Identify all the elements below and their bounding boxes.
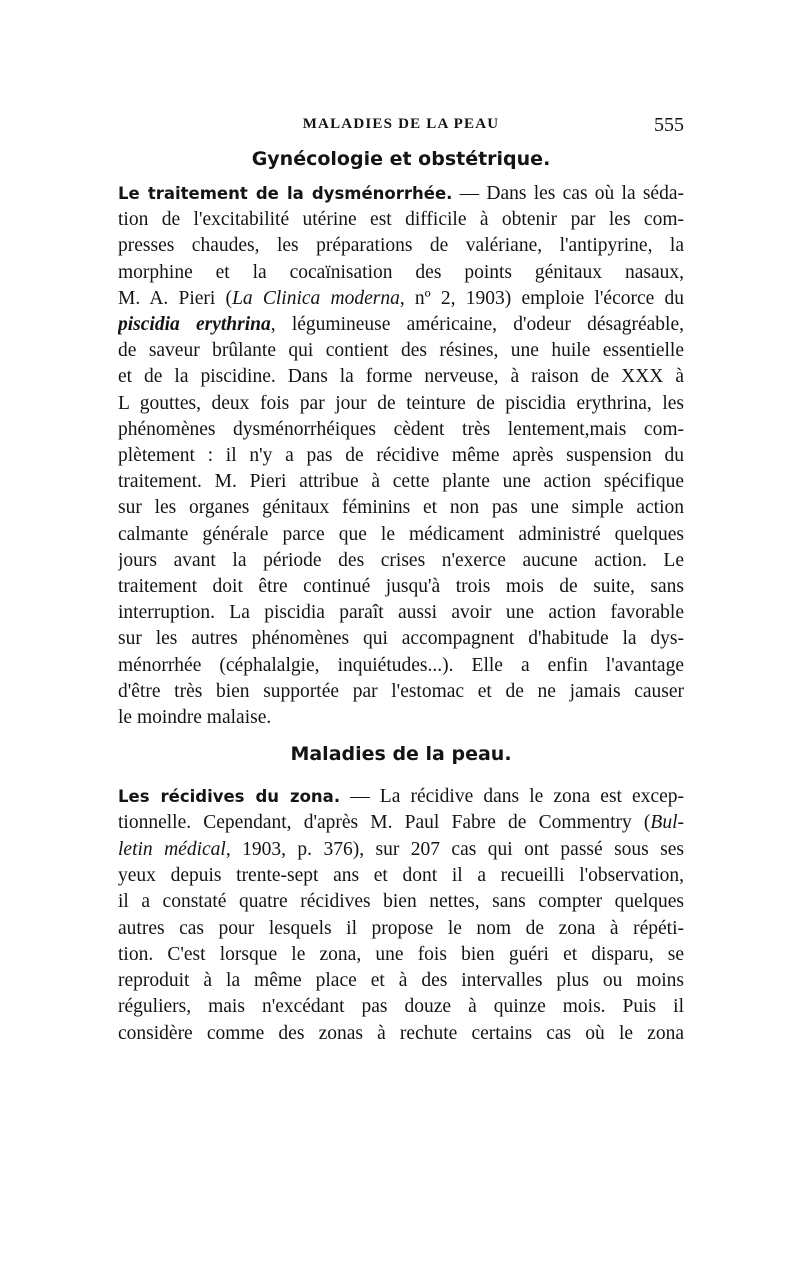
text-line (118, 576, 684, 602)
body-text: L gouttes, deux fois par jour de teinture de piscidia erythrina, les (118, 392, 684, 414)
text-line (118, 366, 684, 392)
text-line (118, 471, 684, 497)
text-line (118, 970, 684, 996)
text-line (118, 786, 684, 812)
body-text: il a constaté quatre récidives bien nettes, sans compter quelques (118, 891, 684, 913)
text-line (118, 655, 684, 681)
body-text: autres cas pour lesquels il propose le nom de zona à répéti- (118, 917, 684, 939)
body-text: yeux depuis trente-sept ans et dont il a recueilli l'observation, (118, 864, 684, 886)
paragraph-lead-title: Les récidives du zona. (118, 787, 341, 806)
body-text: morphine et la cocaïnisation des points génitaux nasaux, (118, 261, 684, 283)
text-line (118, 865, 684, 891)
body-text: ménorrhée (céphalalgie, inquiétudes...). Elle a enfin l'avantage (118, 654, 684, 676)
text-line (118, 340, 684, 366)
text-line (118, 1023, 684, 1049)
text-line (118, 209, 684, 235)
text-line (118, 419, 684, 445)
body-text: calmante générale parce que le médicament administré quelques (118, 523, 684, 545)
text-line (118, 262, 684, 288)
page-number: 555 (654, 114, 684, 136)
section-heading-maladies-peau: Maladies de la peau. (290, 743, 512, 765)
body-text: phénomènes dysménorrhéiques cèdent très lentement,mais com- (118, 418, 684, 440)
text-line (118, 183, 684, 209)
body-text: — Dans les cas où la séda- (452, 183, 684, 204)
body-text: d'être très bien supportée par l'estomac et de ne jamais causer (118, 680, 684, 702)
text-line (118, 918, 684, 944)
paragraph-lead-title: Le traitement de la dysménorrhée. (118, 184, 453, 203)
running-title: MALADIES DE LA PEAU (302, 116, 500, 132)
text-line (118, 288, 684, 314)
running-header (118, 116, 684, 138)
body-text: , légumineuse américaine, d'odeur désagréable, (270, 314, 684, 335)
text-line (118, 707, 684, 733)
body-text: reproduit à la même place et à des intervalles plus ou moins (118, 970, 684, 992)
text-line (118, 497, 684, 523)
body-text: sur les autres phénomènes qui accompagnent d'habitude la dys- (118, 628, 684, 650)
text-line (118, 602, 684, 628)
body-text: M. A. Pieri ( (118, 287, 233, 309)
text-line (118, 524, 684, 550)
italic-citation: letin médical (118, 838, 226, 860)
text-line (118, 314, 684, 340)
text-line (118, 812, 684, 838)
body-text: tionnelle. Cependant, d'après M. Paul Fabre de Commentry ( (118, 812, 651, 834)
body-text: traitement. M. Pieri attribue à cette plante une action spécifique (118, 471, 684, 493)
italic-citation: La Clinica moderna (232, 287, 400, 309)
species-name: piscidia erythrina (118, 314, 271, 335)
text-line (118, 393, 684, 419)
body-text: , nº 2, 1903) emploie l'écorce du (399, 287, 684, 309)
body-text: considère comme des zonas à rechute certains cas où le zona (118, 1022, 684, 1044)
body-text: , 1903, p. 376), sur 207 cas qui ont passé sous ses (225, 838, 684, 860)
body-text: interruption. La piscidia paraît aussi avoir une action favorable (118, 602, 684, 624)
section-heading-gynecologie: Gynécologie et obstétrique. (251, 148, 551, 170)
body-text: tion. C'est lorsque le zona, une fois bien guéri et disparu, se (118, 943, 684, 965)
body-text: jours avant la période des crises n'exerce aucune action. Le (118, 549, 684, 571)
body-text: traitement doit être continué jusqu'à trois mois de suite, sans (118, 576, 684, 597)
text-line (118, 550, 684, 576)
text-line (118, 445, 684, 471)
body-text: et de la piscidine. Dans la forme nerveuse, à raison de XXX à (118, 366, 684, 388)
body-text: tion de l'excitabilité utérine est difficile à obtenir par les com- (118, 209, 684, 231)
text-line (118, 628, 684, 654)
text-line (118, 891, 684, 917)
body-text: sur les organes génitaux féminins et non pas une simple action (118, 497, 684, 519)
body-text: le moindre malaise. (118, 707, 272, 728)
text-line (118, 235, 684, 261)
body-text: — La récidive dans le zona est excep- (340, 786, 684, 807)
body-text: plètement : il n'y a pas de récidive même après suspension du (118, 445, 684, 466)
body-text: de saveur brûlante qui contient des résines, une huile essentielle (118, 340, 684, 362)
italic-citation: Bul- (650, 812, 684, 834)
text-line (118, 839, 684, 865)
text-line (118, 681, 684, 707)
text-line (118, 944, 684, 970)
body-text: presses chaudes, les préparations de valériane, l'antipyrine, la (118, 235, 684, 257)
body-text: réguliers, mais n'excédant pas douze à quinze mois. Puis il (118, 996, 684, 1018)
text-line (118, 996, 684, 1022)
